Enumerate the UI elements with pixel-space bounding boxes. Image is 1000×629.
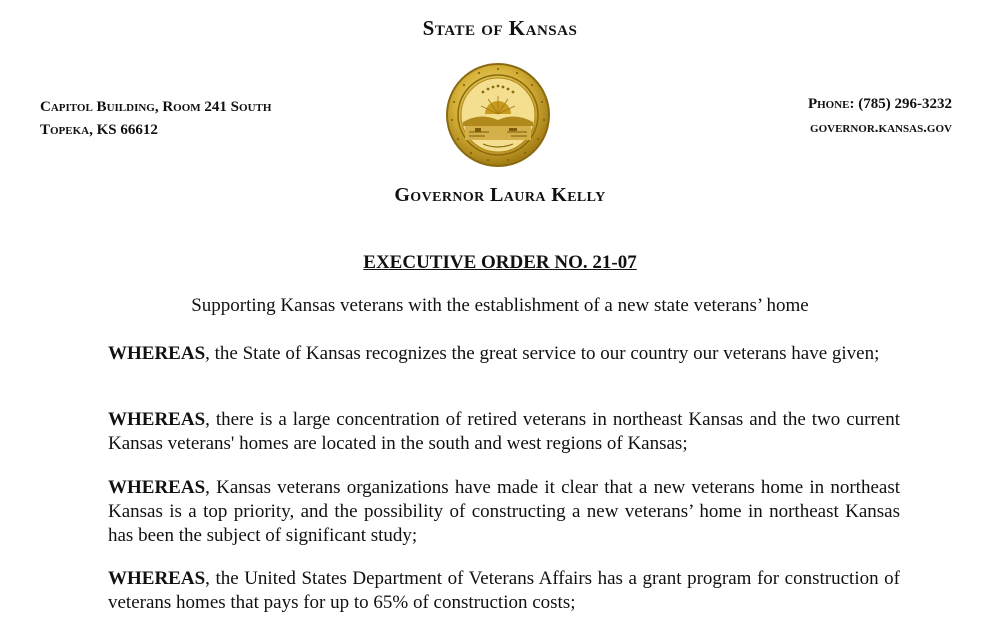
whereas-clause-3: [108, 476, 900, 548]
clause-text: , Kansas veterans organizations have made it clear that a new veterans home in northeast Kansas is a top priority, and the possibility of constructing a new veterans’ home in northeast Kansas has been the subject of significant study;: [108, 477, 900, 546]
website-link[interactable]: governor.kansas.gov: [810, 120, 952, 136]
order-subtitle: Supporting Kansas veterans with the establishment of a new state veterans’ home: [191, 295, 809, 316]
clause-text: , the United States Department of Veterans Affairs has a grant program for construction of veterans homes that pays for up to 65% of construction costs;: [108, 568, 900, 613]
clause-text: , the State of Kansas recognizes the great service to our country our veterans have given;: [205, 343, 880, 364]
phone-number: Phone: (785) 296-3232: [807, 96, 952, 112]
address-line-1: Capitol Building, Room 241 South: [40, 99, 272, 115]
state-seal-icon: [445, 62, 551, 168]
whereas-clause-2: [108, 408, 900, 456]
clause-lead: WHEREAS: [108, 568, 206, 589]
clause-lead: WHEREAS: [108, 343, 206, 364]
address-line-2: Topeka, KS 66612: [40, 122, 158, 138]
order-number: EXECUTIVE ORDER NO. 21-07: [363, 252, 637, 273]
clause-lead: WHEREAS: [108, 409, 206, 430]
clause-lead: WHEREAS: [108, 477, 206, 498]
clause-text: , there is a large concentration of retired veterans in northeast Kansas and the two current Kansas veterans' homes are located in the south and west regions of Kansas;: [108, 409, 900, 454]
governor-name: Governor Laura Kelly: [394, 184, 606, 206]
office-address: [40, 96, 271, 142]
state-title: State of Kansas: [422, 16, 578, 40]
whereas-clause-1: [108, 342, 900, 366]
contact-info: [808, 92, 952, 140]
whereas-clause-4: [108, 567, 900, 615]
